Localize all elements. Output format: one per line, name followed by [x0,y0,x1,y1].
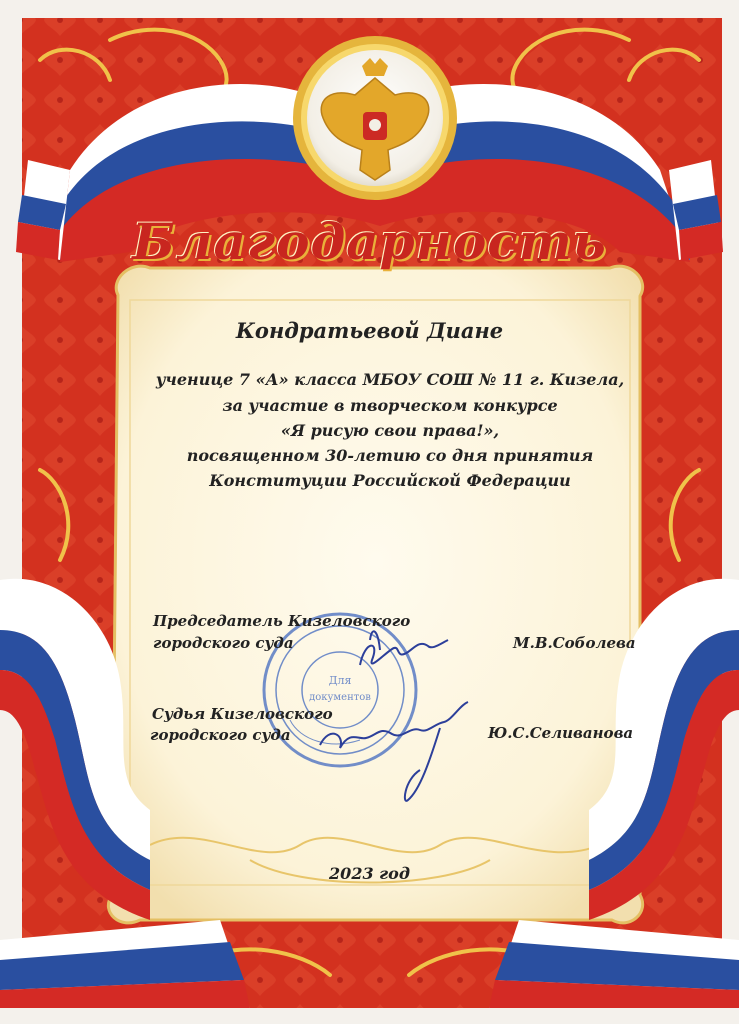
body-line-contest-name: «Я рисую свои права!», [280,421,500,440]
certificate-year: 2023 год [329,864,410,883]
coat-of-arms-emblem [293,36,457,200]
recipient-name: Кондратьевой Диане [235,318,504,343]
signatory-2-name: Ю.С.Селиванова [488,724,634,742]
signatory-1-position-line1: Председатель Кизеловского [153,612,411,630]
stamp-center-line2: документов [309,692,371,703]
signatory-1-position-line2: городского суда [153,634,294,652]
stamp-center-line1: Для [328,674,352,687]
signatory-2-position-line2: городского суда [150,726,291,744]
signatory-2-position-line1: Судья Кизеловского [152,705,333,723]
body-line-class: ученице 7 «А» класса МБОУ СОШ № 11 г. Кизела, [155,370,625,389]
body-line-participation: за участие в творческом конкурсе [222,396,558,415]
body-line-constitution: Конституции Российской Федерации [209,471,571,490]
signatory-1-name: М.В.Соболева [513,634,636,652]
certificate-title: Благодарность [132,212,607,271]
parchment-scroll [108,266,642,923]
body-line-dedication: посвященном 30-летию со дня принятия [186,446,594,465]
